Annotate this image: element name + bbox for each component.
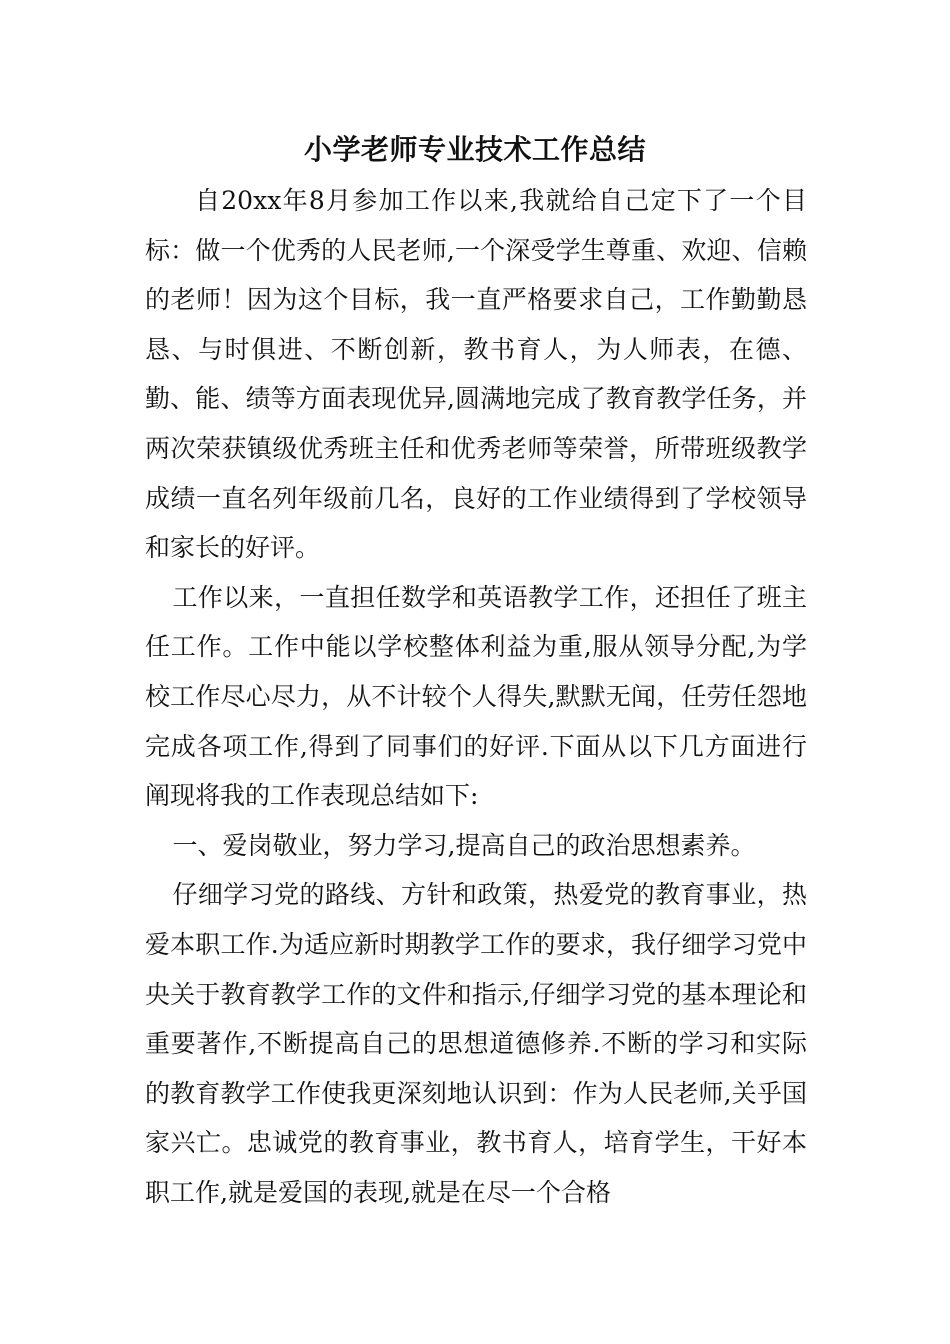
section-heading-1: 一、爱岗敬业，努力学习,提高自己的政治思想素养。	[172, 830, 756, 860]
paragraph-work-overview: 工作以来，一直担任数学和英语教学工作，还担任了班主任工作。工作中能以学校整体利益为重,服从领导分配,为学校工作尽心尽力，从不计较个人得失,默默无闻，任劳任怨地完成各项工作,得到了同事们的好评.下面从以下几方面进行阐现将我的工作表现总结如下:	[145, 582, 807, 811]
paragraph-political-study: 仔细学习党的路线、方针和政策，热爱党的教育事业，热爱本职工作.为适应新时期教学工作的要求，我仔细学习党中央关于教育教学工作的文件和指示,仔细学习党的基本理论和重要著作,不断提高自己的思想道德修养.不断的学习和实际的教育教学工作使我更深刻地认识到：作为人民老师,关乎国家兴亡。忠诚党的教育事业，教书育人，培育学生，干好本职工作,就是爱国的表现,就是在尽一个合格	[145, 880, 807, 1207]
paragraph-intro: 自20xx年8月参加工作以来,我就给自己定下了一个目标：做一个优秀的人民老师,一个深受学生尊重、欢迎、信赖的老师！因为这个目标，我一直严格要求自己，工作勤勤恳恳、与时俱进、不断创新，教书育人，为人师表，在德、勤、能、绩等方面表现优异,圆满地完成了教育教学任务，并两次荣获镇级优秀班主任和优秀老师等荣誉，所带班级教学成绩一直名列年级前几名，良好的工作业绩得到了学校领导和家长的好评。	[145, 186, 807, 563]
document-body	[145, 176, 807, 1217]
document-title: 小学老师专业技术工作总结	[303, 133, 646, 166]
